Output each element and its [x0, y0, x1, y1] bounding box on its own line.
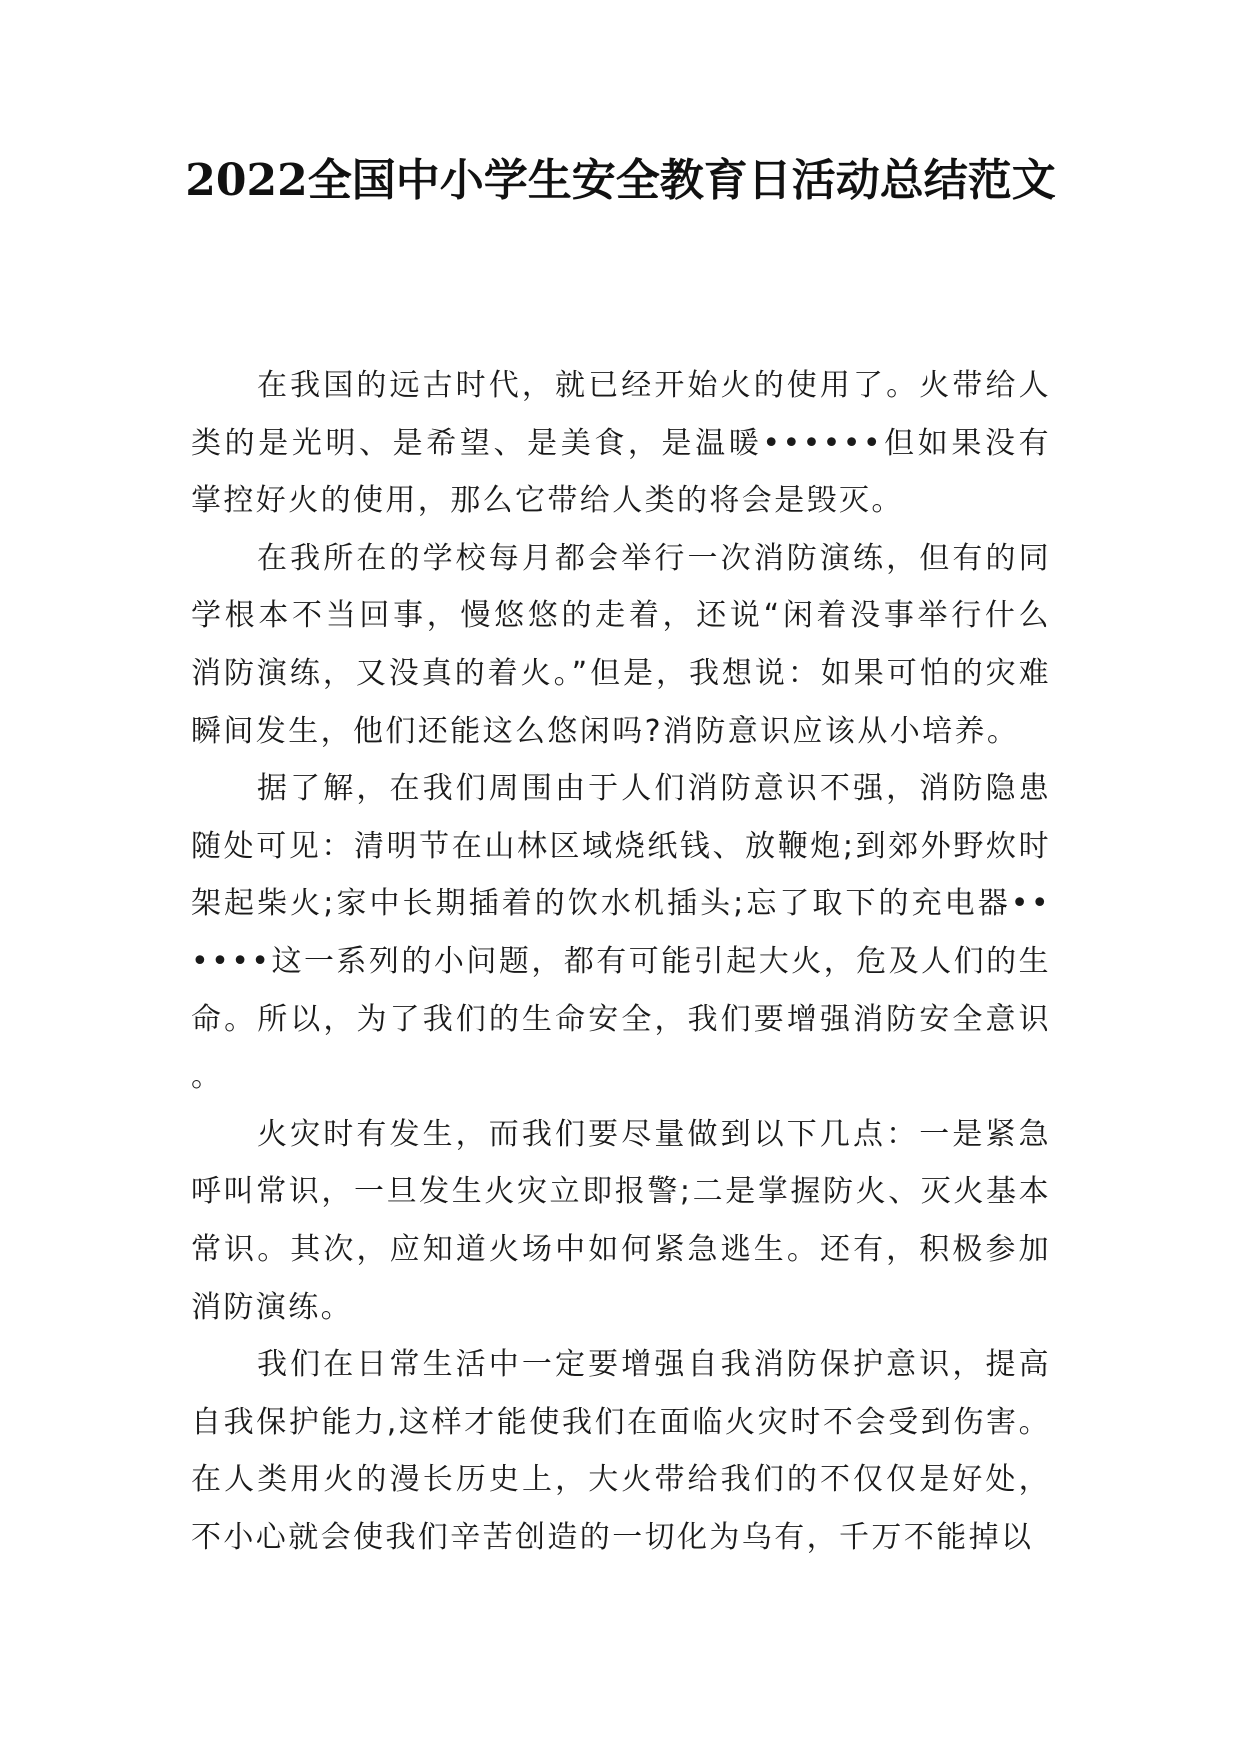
paragraph: 在我所在的学校每月都会举行一次消防演练，但有的同学根本不当回事，慢悠悠的走着，还说“闲着没事举行什么消防演练，又没真的着火。”但是，我想说：如果可怕的灾难瞬间发生，他们还能这么悠闲吗?消防意识应该从小培养。 — [191, 540, 1051, 749]
paragraph: 据了解，在我们周围由于人们消防意识不强，消防隐患随处可见：清明节在山林区域烧纸钱、放鞭炮;到郊外野炊时架起柴火;家中长期插着的饮水机插头;忘了取下的充电器••••••这一系列的小问题，都有可能引起大火，危及人们的生命。所以，为了我们的生命安全，我们要增强消防安全意识。 — [191, 771, 1051, 1095]
document-title: 2022全国中小学生安全教育日活动总结范文 — [185, 155, 1056, 206]
paragraph: 火灾时有发生，而我们要尽量做到以下几点：一是紧急呼叫常识，一旦发生火灾立即报警;二是掌握防火、灭火基本常识。其次，应知道火场中如何紧急逃生。还有，积极参加消防演练。 — [191, 1116, 1051, 1325]
paragraph: 在我国的远古时代，就已经开始火的使用了。火带给人类的是光明、是希望、是美食，是温暖••••••但如果没有掌控好火的使用，那么它带给人类的将会是毁灭。 — [191, 368, 1051, 519]
paragraph: 我们在日常生活中一定要增强自我消防保护意识，提高自我保护能力,这样才能使我们在面临火灾时不会受到伤害。在人类用火的漫长历史上，大火带给我们的不仅仅是好处，不小心就会使我们辛苦创造的一切化为乌有，千万不能掉以 — [191, 1347, 1051, 1555]
document-body — [191, 357, 1051, 1566]
